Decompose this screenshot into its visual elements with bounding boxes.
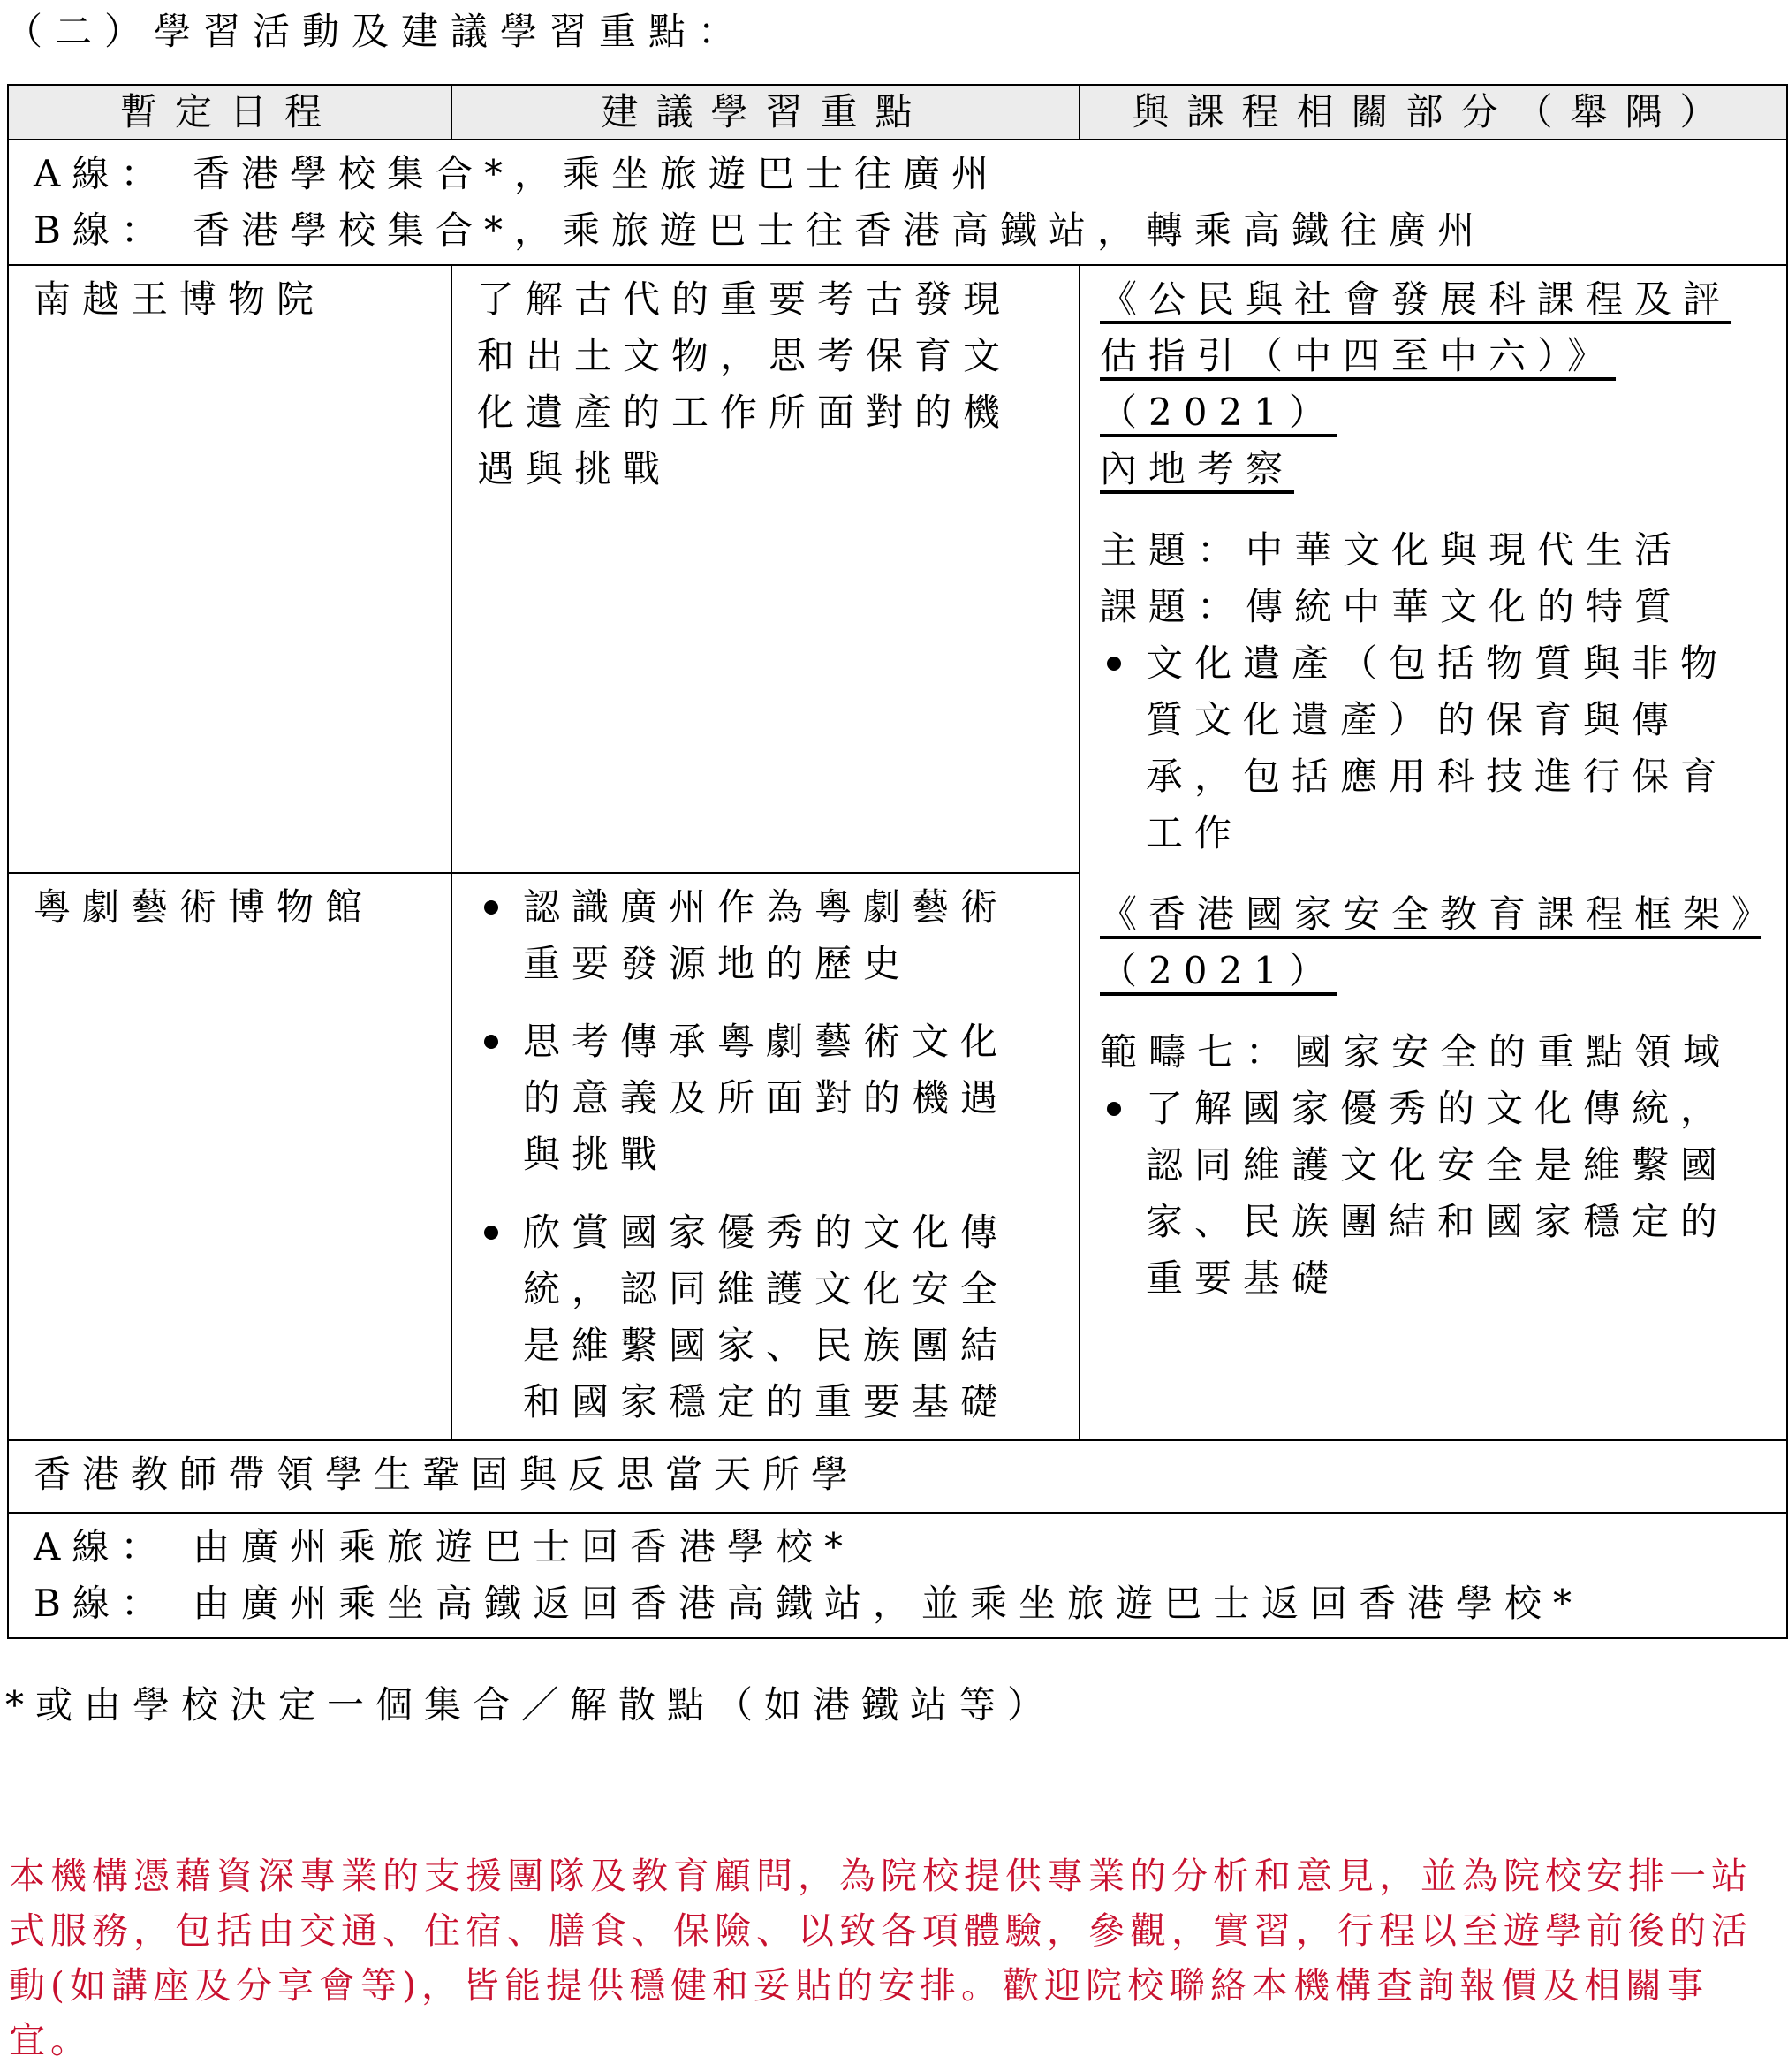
- doc1-bullet-list: [1100, 635, 1774, 861]
- list-item: 思考傳承粵劇藝術文化的意義及所面對的機遇與挑戰: [477, 1013, 1054, 1183]
- return-route-a: [34, 1519, 1761, 1575]
- doc1-section: 內地考察: [1100, 447, 1295, 490]
- list-item: 欣賞國家優秀的文化傳統，認同維護文化安全是維繫國家、民族團結和國家穩定的重要基礎: [477, 1204, 1054, 1431]
- itinerary-table: [7, 84, 1788, 1639]
- route-label: B線：: [34, 1582, 170, 1625]
- list-item: 文化遺產（包括物質與非物質文化遺產）的保育與傳承，包括應用科技進行保育工作: [1100, 635, 1774, 861]
- route-text: 由廣州乘坐高鐵返回香港高鐵站，並乘坐旅遊巴士返回香港學校*: [193, 1582, 1584, 1625]
- doc1-title: 《公民與社會發展科課程及評估指引（中四至中六）》（2021）: [1100, 277, 1732, 434]
- doc2-title: 《香港國家安全教育課程框架》（2021）: [1100, 892, 1762, 992]
- theme-line: 主題：中華文化與現代生活: [1100, 528, 1684, 572]
- review-text: 香港教師帶領學生鞏固與反思當天所學: [34, 1453, 860, 1496]
- review-row: [8, 1440, 1787, 1513]
- list-item: 認識廣州作為粵劇藝術重要發源地的歷史: [477, 879, 1054, 992]
- return-route-row: [8, 1513, 1787, 1638]
- route-text: 由廣州乘旅遊巴士回香港學校*: [193, 1525, 855, 1568]
- table-header-row: [8, 85, 1787, 140]
- header-related-curriculum: 與課程相關部分（舉隅）: [1080, 85, 1787, 140]
- route-text: 香港學校集合*，乘旅遊巴士往香港高鐵站，轉乘高鐵往廣州: [193, 209, 1487, 252]
- doc2-scope: 範疇七：國家安全的重點領域: [1100, 1030, 1732, 1074]
- stop-schedule: 粵劇藝術博物館: [34, 885, 375, 929]
- header-schedule: 暫定日程: [8, 85, 451, 140]
- start-route-row: [8, 140, 1787, 265]
- list-item: 了解國家優秀的文化傳統，認同維護文化安全是維繫國家、民族團結和國家穩定的重要基礎: [1100, 1081, 1774, 1307]
- stop-focus-bullets: [477, 879, 1054, 1431]
- related-curriculum-cell: [1080, 265, 1787, 1440]
- stop-schedule: 南越王博物院: [34, 277, 326, 321]
- route-label: A線：: [34, 152, 170, 195]
- return-route-b: [34, 1575, 1761, 1632]
- topic-line: 課題：傳統中華文化的特質: [1100, 585, 1684, 628]
- route-label: B線：: [34, 209, 170, 252]
- stop-focus-text: 了解古代的重要考古發現和出土文物，思考保育文化遺產的工作所面對的機遇與挑戰: [477, 277, 1012, 490]
- section-heading: （二）學習活動及建議學習重點：: [5, 10, 748, 53]
- doc2-bullet-list: [1100, 1081, 1774, 1307]
- start-route-a: [34, 146, 1761, 202]
- route-label: A線：: [34, 1525, 170, 1568]
- start-route-b: [34, 202, 1761, 259]
- footnote: *或由學校決定一個集合／解散點（如港鐵站等）: [5, 1683, 1057, 1727]
- route-text: 香港學校集合*，乘坐旅遊巴士往廣州: [193, 152, 1001, 195]
- promo-paragraph: 本機構憑藉資深專業的支援團隊及教育顧問，為院校提供專業的分析和意見，並為院校安排一站式服務，包括由交通、住宿、膳食、保險、以致各項體驗，參觀，實習，行程以至遊學前後的活動(如講座及分享會等)，皆能提供穩健和妥貼的安排。歡迎院校聯絡本機構查詢報價及相關事宜。: [9, 1855, 1753, 2061]
- header-learning-focus: 建議學習重點: [451, 85, 1080, 140]
- stop-row-1: [8, 265, 1787, 873]
